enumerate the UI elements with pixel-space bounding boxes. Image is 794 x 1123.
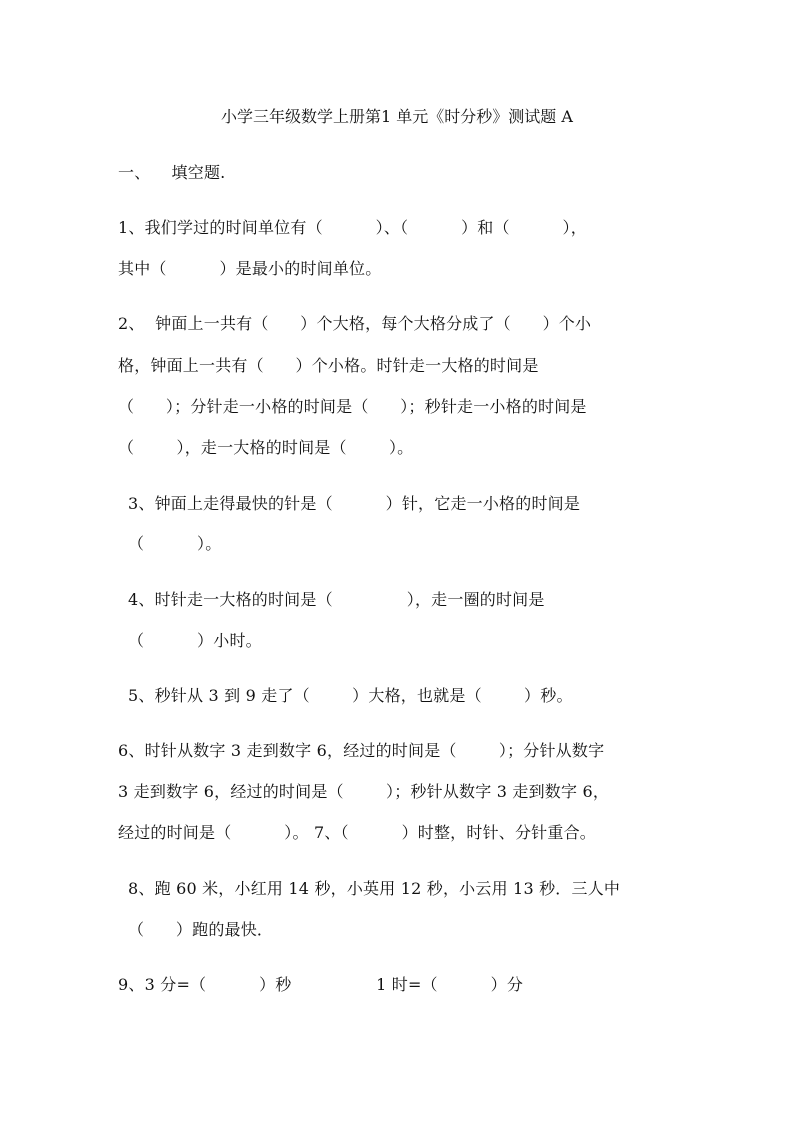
question-2-line-3: （ ）；分针走一小格的时间是（ ）；秒针走一小格的时间是 — [118, 397, 587, 416]
question-4-line-2: （ ）小时。 — [128, 631, 262, 650]
question-6-line-3: 经过的时间是（ ）。 7、（ ）时整，时针、分针重合。 — [118, 823, 596, 842]
question-2-line-2: 格，钟面上一共有（ ）个小格。时针走一大格的时间是 — [118, 356, 539, 375]
question-1-line-1: 1、我们学过的时间单位有（ ）、（ ）和（ ）， — [118, 218, 587, 237]
question-3-line-1: 3、钟面上走得最快的针是（ ）针，它走一小格的时间是 — [128, 494, 581, 513]
page-title: 小学三年级数学上册第1 单元《时分秒》测试题 A — [221, 107, 573, 126]
question-8-line-2: （ ）跑的最快． — [128, 920, 274, 939]
question-2-line-4: （ ），走一大格的时间是（ ）。 — [118, 438, 414, 457]
question-4-line-1: 4、时针走一大格的时间是（ ），走一圈的时间是 — [128, 590, 545, 609]
question-8-line-1: 8、跑 60 米，小红用 14 秒，小英用 12 秒，小云用 13 秒．三人中 — [128, 879, 621, 898]
question-1-line-2: 其中（ ）是最小的时间单位。 — [118, 259, 382, 278]
question-5-line-1: 5、秒针从 3 到 9 走了（ ）大格，也就是（ ）秒。 — [128, 686, 573, 705]
question-3-line-2: （ ）。 — [128, 534, 222, 553]
section-heading: 一、 填空题. — [118, 163, 226, 182]
question-2-line-1: 2、 钟面上一共有（ ）个大格，每个大格分成了（ ）个小 — [118, 314, 592, 333]
question-6-line-2: 3 走到数字 6，经过的时间是（ ）；秒针从数字 3 走到数字 6， — [118, 782, 610, 801]
question-9-line-1: 9、3 分=（ ）秒 1 时=（ ）分 — [118, 975, 524, 994]
question-6-line-1: 6、时针从数字 3 走到数字 6，经过的时间是（ ）；分针从数字 — [118, 741, 605, 760]
